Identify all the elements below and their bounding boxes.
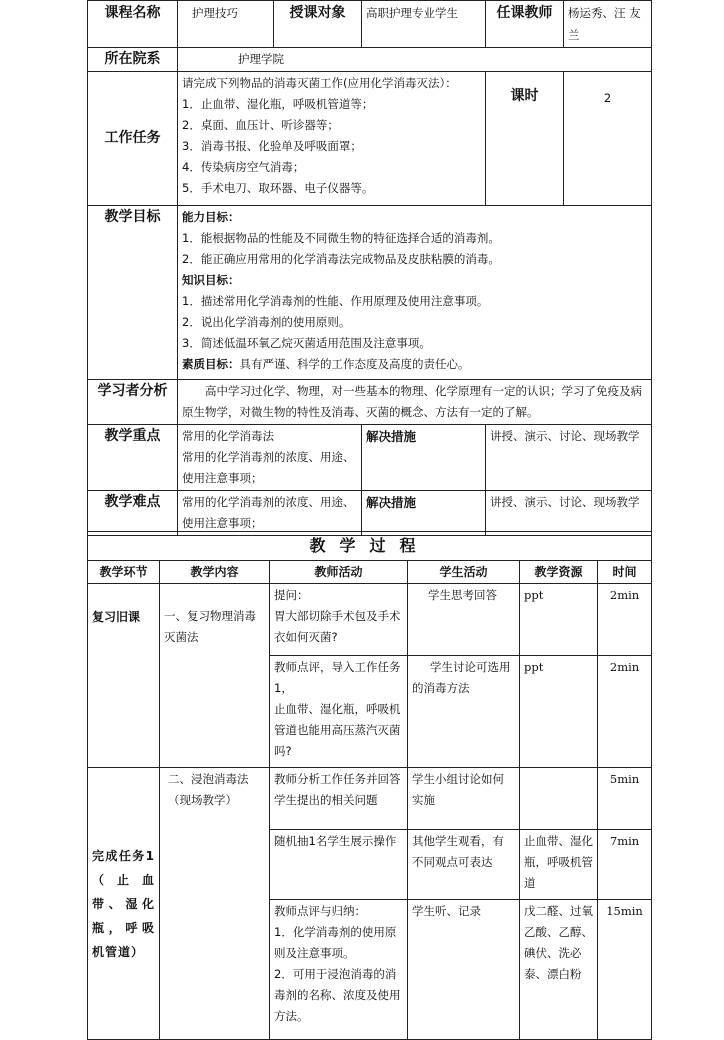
col-header-content: 教学内容	[160, 561, 270, 584]
teaching-goals-label: 教学目标	[88, 206, 178, 380]
process-title: 教学过程	[88, 532, 652, 561]
key-point-line: 常用的化学消毒剂的浓度、用途、使用注意事项；	[182, 450, 355, 485]
review-stage: 复习旧课	[88, 584, 160, 768]
row5-resource: 戊二醛、过氧乙酸、乙醇、碘伏、洗必泰、漂白粉	[520, 900, 598, 1040]
row2-time: 2min	[598, 656, 652, 768]
key-points-measures-label: 解决措施	[362, 425, 486, 491]
difficulties-label: 教学难点	[88, 491, 178, 536]
difficulties-text: 常用的化学消毒剂的浓度、用途、使用注意事项；	[178, 491, 362, 536]
audience-label: 授课对象	[274, 1, 362, 48]
course-name-label: 课程名称	[88, 1, 178, 48]
row5-teacher-title: 教师点评与归纳：	[274, 904, 366, 918]
col-header-time: 时间	[598, 561, 652, 584]
work-task-label: 工作任务	[88, 72, 178, 206]
teacher-value: 杨运秀、汪 友兰	[564, 1, 652, 48]
col-header-resource: 教学资源	[520, 561, 598, 584]
audience-value: 高职护理专业学生	[362, 1, 486, 48]
row2-student: 学生讨论可选用的消毒方法	[408, 656, 520, 768]
row4-teacher: 随机抽1名学生展示操作	[270, 830, 408, 900]
row5-student: 学生听、记录	[408, 900, 520, 1040]
key-points-content	[178, 425, 362, 491]
teacher-label: 任课教师	[486, 1, 564, 48]
row5-teacher-item: 1．化学消毒剂的使用原则及注意事项。	[274, 925, 397, 960]
row1-teacher: 提问： 胃大部切除手术包及手术衣如何灭菌?	[270, 584, 408, 656]
ability-goal-item: 1．能根据物品的性能及不同微生物的特征选择合适的消毒剂。	[182, 231, 500, 245]
department-label: 所在院系	[88, 48, 178, 72]
work-task-content	[178, 72, 486, 206]
row1-student: 学生思考回答	[408, 584, 520, 656]
col-header-stage: 教学环节	[88, 561, 160, 584]
row2-teacher: 教师点评，导入工作任务1， 止血带、湿化瓶，呼吸机管道也能用高压蒸汽灭菌吗?	[270, 656, 408, 768]
info-table	[87, 0, 652, 536]
row5-teacher	[270, 900, 408, 1040]
col-header-student: 学生活动	[408, 561, 520, 584]
lesson-plan-page	[87, 0, 651, 1023]
class-hours-label: 课时	[486, 72, 564, 206]
key-points-label: 教学重点	[88, 425, 178, 491]
work-task-item: 1．止血带、湿化瓶，呼吸机管道等；	[182, 97, 374, 111]
key-point-line: 常用的化学消毒法	[182, 429, 274, 443]
department-value: 护理学院	[178, 48, 652, 72]
learner-analysis-label: 学习者分析	[88, 380, 178, 425]
ability-goal-title: 能力目标：	[182, 210, 240, 224]
difficulties-measures-label: 解决措施	[362, 491, 486, 536]
class-hours-value: 2	[564, 72, 652, 206]
process-table	[87, 531, 652, 1040]
row3-student: 学生小组讨论如何实施	[408, 768, 520, 830]
col-header-teacher: 教师活动	[270, 561, 408, 584]
quality-goal-text: 具有严谨、科学的工作态度及高度的责任心。	[239, 357, 470, 371]
work-task-item: 4．传染病房空气消毒；	[182, 160, 305, 174]
course-name-value: 护理技巧	[178, 1, 274, 48]
row2-resource: ppt	[520, 656, 598, 768]
row3-resource	[520, 768, 598, 830]
row4-resource: 止血带、湿化瓶，呼吸机管道	[520, 830, 598, 900]
learner-analysis-text: 高中学习过化学、物理，对一些基本的物理、化学原理有一定的认识；学习了免疫及病原生物学，对微生物的特性及消毒、灭菌的概念、方法有一定的了解。	[178, 380, 652, 425]
key-points-measures-value: 讲授、演示、讨论、现场教学	[486, 425, 652, 491]
ability-goal-item: 2．能正确应用常用的化学消毒法完成物品及皮肤粘膜的消毒。	[182, 252, 500, 266]
row5-teacher-item: 2．可用于浸泡消毒的消毒剂的名称、浓度及使用方法。	[274, 967, 401, 1023]
teaching-goals-content	[178, 206, 652, 380]
row4-time: 7min	[598, 830, 652, 900]
knowledge-goal-item: 3．简述低温环氧乙烷灭菌适用范围及注意事项。	[182, 336, 431, 350]
quality-goal-title: 素质目标：	[182, 357, 240, 371]
row3-teacher: 教师分析工作任务并回答学生提出的相关问题	[270, 768, 408, 830]
difficulties-measures-value: 讲授、演示、讨论、现场教学	[486, 491, 652, 536]
work-task-intro: 请完成下列物品的消毒灭菌工作(应用化学消毒灭法）：	[182, 76, 457, 90]
work-task-item: 2．桌面、血压计、听诊器等；	[182, 118, 339, 132]
row3-time: 5min	[598, 768, 652, 830]
row1-resource: ppt	[520, 584, 598, 656]
row4-student: 其他学生观看，有不同观点可表达	[408, 830, 520, 900]
task1-stage: 完成任务1（止血带、湿化瓶，呼吸机管道）	[88, 768, 160, 1040]
work-task-item: 5．手术电刀、取环器、电子仪器等。	[182, 181, 374, 195]
row1-time: 2min	[598, 584, 652, 656]
knowledge-goal-title: 知识目标：	[182, 273, 240, 287]
knowledge-goal-item: 2．说出化学消毒剂的使用原则。	[182, 315, 351, 329]
work-task-item: 3．消毒书报、化验单及呼吸面罩；	[182, 139, 362, 153]
row5-time: 15min	[598, 900, 652, 1040]
task1-content: 二、浸泡消毒法（现场教学）	[160, 768, 270, 1040]
review-content: 一、复习物理消毒灭菌法	[160, 584, 270, 768]
knowledge-goal-item: 1．描述常用化学消毒剂的性能、作用原理及使用注意事项。	[182, 294, 489, 308]
